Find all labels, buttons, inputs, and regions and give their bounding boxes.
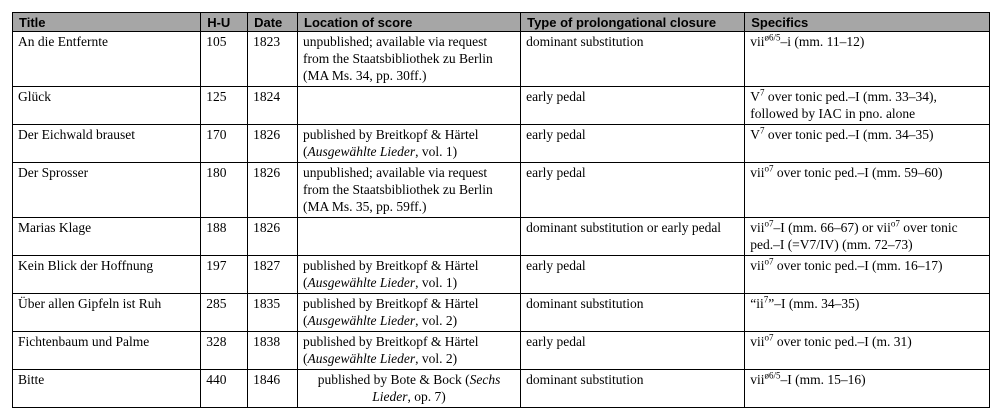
hu-text: 125 [206,89,227,104]
location-italic-text: Ausgewählte Lieder [307,275,416,290]
title-text: Der Sprosser [18,165,89,180]
cell-location [298,370,521,408]
spec-superscript: ø6/5 [764,32,781,43]
title-text: Bitte [18,372,45,387]
type-text: dominant substitution or early pedal [526,220,722,235]
cell-specifics [745,370,990,408]
spec-text-end: over tonic ped.–I (mm. 34–35) [764,127,934,142]
header-type: Type of prolongational closure [521,13,745,32]
spec-text: vii [750,372,765,387]
type-text: early pedal [526,334,586,349]
title-text: Fichtenbaum und Palme [18,334,150,349]
spec-text: vii [750,258,765,273]
spec-text-tail: over tonic ped.–I (=V7/IV) (mm. 72–73) [750,220,958,252]
hu-text: 188 [206,220,227,235]
header-hu: H-U [201,13,248,32]
location-text: published by Breitkopf & Härtel ( [303,296,479,328]
cell-type [521,218,745,256]
cell-type [521,163,745,218]
hu-text: 328 [206,334,227,349]
cell-hu [201,370,248,408]
spec-superscript: o7 [764,218,774,229]
title-text: An die Entfernte [18,34,108,49]
cell-date [248,332,298,370]
location-text: published by Breitkopf & Härtel ( [303,334,479,366]
cell-date [248,256,298,294]
title-text: Glück [18,89,51,104]
table-row [13,32,990,87]
date-text: 1827 [253,258,281,273]
date-text: 1824 [253,89,281,104]
location-italic-text: Ausgewählte Lieder [307,313,416,328]
table-row [13,218,990,256]
cell-date [248,32,298,87]
cell-date [248,87,298,125]
date-text: 1846 [253,372,281,387]
cell-hu [201,87,248,125]
location-text-end: , vol. 1) [415,275,458,290]
cell-location [298,256,521,294]
type-text: early pedal [526,89,586,104]
cell-type [521,294,745,332]
spec-text: vii [750,220,765,235]
cell-title [13,32,201,87]
spec-superscript: o7 [764,332,774,343]
hu-text: 197 [206,258,227,273]
spec-text-end: ”–I (mm. 34–35) [768,296,860,311]
table-row [13,87,990,125]
title-text: Der Eichwald brauset [18,127,135,142]
cell-specifics [745,87,990,125]
type-text: early pedal [526,258,586,273]
location-text-end: , vol. 2) [415,351,458,366]
cell-title [13,370,201,408]
cell-specifics [745,218,990,256]
cell-title [13,332,201,370]
cell-specifics [745,256,990,294]
location-italic-text: Ausgewählte Lieder [307,351,416,366]
cell-location [298,332,521,370]
location-text-end: , vol. 1) [415,144,458,159]
spec-text-end: –i (mm. 11–12) [780,34,865,49]
table-body [13,32,990,408]
cell-title [13,218,201,256]
cell-hu [201,32,248,87]
cell-type [521,125,745,163]
type-text: dominant substitution [526,34,644,49]
cell-date [248,218,298,256]
header-row [13,13,990,32]
date-text: 1838 [253,334,281,349]
cell-date [248,125,298,163]
cell-hu [201,218,248,256]
cell-specifics [745,163,990,218]
type-text: dominant substitution [526,296,644,311]
table-wrapper [12,12,990,408]
table-row [13,125,990,163]
cell-specifics [745,125,990,163]
cell-hu [201,163,248,218]
location-text: published by Breitkopf & Härtel ( [303,258,479,290]
spec-superscript: o7 [764,256,774,267]
location-text-end: , op. 7) [407,389,446,404]
hu-text: 170 [206,127,227,142]
cell-location [298,218,521,256]
location-italic-text: Ausgewählte Lieder [307,144,416,159]
table-row [13,332,990,370]
location-text: unpublished; available via request from the Staatsbibliothek zu Berlin (MA Ms. 34, pp. 30ff.) [303,34,493,83]
spec-text: V [750,89,760,104]
table-row [13,294,990,332]
cell-type [521,370,745,408]
cell-hu [201,332,248,370]
location-text: published by Bote & Bock ( [317,372,470,387]
cell-title [13,125,201,163]
cell-title [13,256,201,294]
cell-location [298,32,521,87]
spec-text: “ii [750,296,764,311]
spec-superscript: 7 [763,294,769,305]
cell-title [13,294,201,332]
title-text: Über allen Gipfeln ist Ruh [18,296,162,311]
cell-date [248,294,298,332]
header-date: Date [248,13,298,32]
cell-location [298,163,521,218]
spec-superscript: 7 [759,87,765,98]
spec-text: vii [750,34,765,49]
type-text: dominant substitution [526,372,644,387]
hu-text: 180 [206,165,227,180]
cell-type [521,332,745,370]
spec-superscript: 7 [759,125,765,136]
cell-date [248,370,298,408]
cell-location [298,125,521,163]
table-row [13,370,990,408]
cell-location [298,294,521,332]
cell-type [521,256,745,294]
spec-text-end: –I (mm. 66–67) or vii [773,220,891,235]
date-text: 1826 [253,220,281,235]
date-text: 1826 [253,127,281,142]
spec-text: vii [750,334,765,349]
date-text: 1835 [253,296,281,311]
type-text: early pedal [526,165,586,180]
spec-text-end: over tonic ped.–I (mm. 33–34), followed by IAC in pno. alone [750,89,937,121]
spec-text: vii [750,165,765,180]
prolongational-closure-table [12,12,990,408]
spec-text-end: over tonic ped.–I (mm. 16–17) [773,258,943,273]
cell-hu [201,125,248,163]
cell-specifics [745,294,990,332]
location-italic-text: Sechs Lieder [372,372,501,404]
date-text: 1826 [253,165,281,180]
hu-text: 285 [206,296,227,311]
spec-text-end: over tonic ped.–I (m. 31) [773,334,912,349]
date-text: 1823 [253,34,281,49]
cell-specifics [745,32,990,87]
spec-text: V [750,127,760,142]
title-text: Kein Blick der Hoffnung [18,258,154,273]
cell-type [521,87,745,125]
cell-date [248,163,298,218]
header-title: Title [13,13,201,32]
location-text-end: , vol. 2) [415,313,458,328]
cell-title [13,87,201,125]
spec-superscript: o7 [764,163,774,174]
spec-superscript-2: o7 [890,218,900,229]
cell-hu [201,256,248,294]
hu-text: 105 [206,34,227,49]
header-location: Location of score [298,13,521,32]
header-specifics: Specifics [745,13,990,32]
spec-text-end: over tonic ped.–I (mm. 59–60) [773,165,943,180]
table-row [13,163,990,218]
hu-text: 440 [206,372,227,387]
location-text: published by Breitkopf & Härtel ( [303,127,479,159]
cell-specifics [745,332,990,370]
cell-type [521,32,745,87]
title-text: Marias Klage [18,220,92,235]
cell-location [298,87,521,125]
cell-title [13,163,201,218]
location-text: unpublished; available via request from the Staatsbibliothek zu Berlin (MA Ms. 35, pp. 59ff.) [303,165,493,214]
spec-superscript: ø6/5 [764,370,781,381]
spec-text-end: –I (mm. 15–16) [780,372,866,387]
cell-hu [201,294,248,332]
type-text: early pedal [526,127,586,142]
table-row [13,256,990,294]
